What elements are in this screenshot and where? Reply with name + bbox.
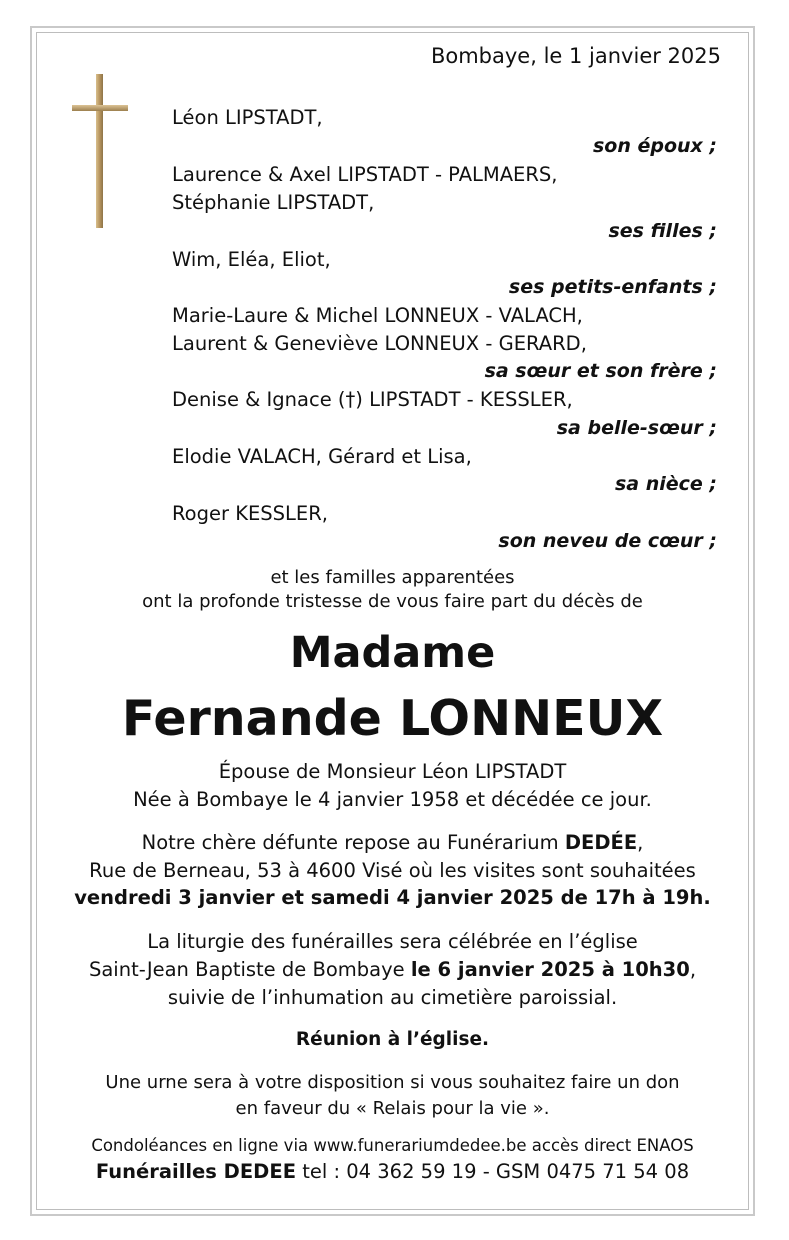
deceased-name: Fernande LONNEUX [121, 690, 664, 747]
funeral-church: Saint-Jean Baptiste de Bombaye [88, 958, 411, 981]
meeting-line: Réunion à l’église. [295, 1029, 490, 1050]
family-name: Laurent & Geneviève LONNEUX - GERARD, [172, 332, 587, 355]
family-name: Roger KESSLER, [172, 502, 328, 525]
intro-line: et les familles apparentées [270, 567, 515, 588]
family-relation: sa sœur et son frère ; [484, 360, 717, 382]
condolences-line: Condoléances en ligne via www.funerariumdedee.be accès direct ENAOS [91, 1136, 694, 1155]
funeral-date: le 6 janvier 2025 à 10h30 [410, 958, 690, 981]
visitation-line [0, 831, 787, 854]
family-relation: ses filles ; [608, 220, 717, 242]
urn-line: en faveur du « Relais pour la vie ». [235, 1098, 550, 1119]
family-name: Elodie VALACH, Gérard et Lisa, [172, 445, 472, 468]
urn-line: Une urne sera à votre disposition si vous souhaitez faire un don [105, 1072, 680, 1093]
visitation-address: Rue de Berneau, 53 à 4600 Visé où les visites sont souhaitées [89, 859, 696, 882]
family-relation: ses petits-enfants ; [508, 276, 717, 298]
funeral-text: , [689, 958, 697, 981]
visitation-text: , [637, 831, 644, 854]
family-relation: son neveu de cœur ; [498, 530, 717, 552]
cross-icon [72, 74, 128, 228]
family-name: Laurence & Axel LIPSTADT - PALMAERS, [172, 163, 558, 186]
visitation-text: Notre chère défunte repose au Funérarium [141, 831, 565, 854]
burial-line: suivie de l’inhumation au cimetière paroissial. [167, 986, 618, 1009]
visitation-dates: vendredi 3 janvier et samedi 4 janvier 2025 de 17h à 19h. [74, 886, 711, 909]
birth-line: Née à Bombaye le 4 janvier 1958 et décédée ce jour. [133, 788, 652, 811]
family-name: Wim, Eléa, Eliot, [172, 248, 331, 271]
funeral-home-name: DEDÉE [564, 831, 638, 854]
funeral-line: La liturgie des funérailles sera célébrée en l’église [147, 930, 638, 953]
family-name: Stéphanie LIPSTADT, [172, 191, 375, 214]
family-name: Léon LIPSTADT, [172, 106, 323, 129]
intro-line: ont la profonde tristesse de vous faire part du décès de [142, 591, 643, 612]
date-line: Bombaye, le 1 janvier 2025 [430, 44, 721, 68]
family-relation: sa nièce ; [614, 473, 717, 495]
funeral-director-phones: tel : 04 362 59 19 - GSM 0475 71 54 08 [296, 1160, 690, 1183]
funeral-director-line [0, 1160, 787, 1183]
family-name: Denise & Ignace (†) LIPSTADT - KESSLER, [172, 388, 573, 411]
spouse-line: Épouse de Monsieur Léon LIPSTADT [218, 760, 567, 783]
family-name: Marie-Laure & Michel LONNEUX - VALACH, [172, 304, 583, 327]
funeral-line [0, 958, 787, 981]
family-relation: sa belle-sœur ; [556, 417, 717, 439]
family-relation: son époux ; [592, 135, 717, 157]
deceased-title: Madame [289, 628, 496, 678]
funeral-director-name: Funérailles DEDEE [95, 1160, 297, 1183]
